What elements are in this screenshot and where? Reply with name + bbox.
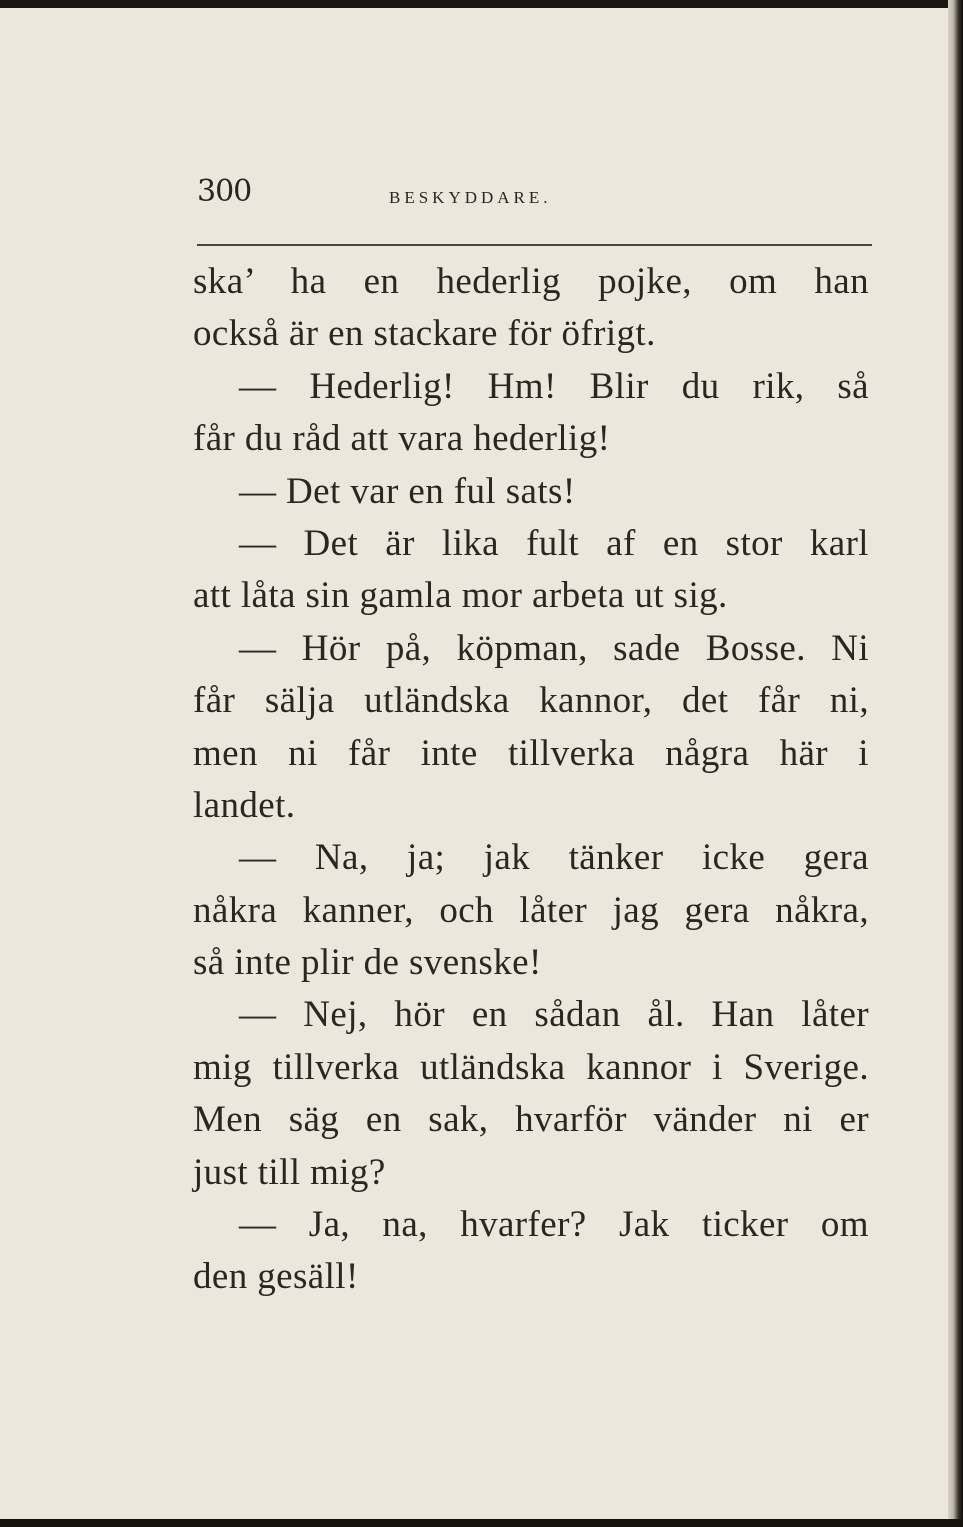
header-rule — [197, 244, 872, 246]
text-line: — Na, ja; jak tänker icke gera — [239, 837, 869, 879]
text-line: också är en stackare för öfrigt. — [193, 313, 656, 355]
text-line: att låta sin gamla mor arbeta ut sig. — [193, 575, 728, 617]
text-line: får du råd att vara hederlig! — [193, 418, 611, 460]
text-line: får sälja utländska kannor, det får ni, — [193, 680, 869, 722]
page-number: 300 — [197, 174, 252, 209]
text-line: landet. — [193, 784, 296, 826]
text-line: — Hör på, köpman, sade Bosse. Ni — [239, 627, 869, 669]
text-line: — Ja, na, hvarfer? Jak ticker om — [239, 1204, 869, 1246]
running-title: BESKYDDARE. — [389, 188, 552, 207]
text-line: — Nej, hör en sådan ål. Han låter — [239, 994, 869, 1036]
book-page — [0, 8, 948, 1520]
page-bottom-edge — [0, 1519, 963, 1527]
text-line: mig tillverka utländska kannor i Sverige. — [193, 1046, 869, 1088]
text-line: Men säg en sak, hvarför vänder ni er — [193, 1099, 869, 1141]
text-line: men ni får inte tillverka några här i — [193, 732, 869, 774]
text-line: — Det är lika fult af en stor karl — [239, 522, 869, 564]
text-line: just till mig? — [193, 1151, 386, 1193]
book-spine-edge — [948, 0, 963, 1527]
body-text — [193, 256, 869, 1304]
text-line: — Hederlig! Hm! Blir du rik, så — [239, 365, 869, 407]
text-line: den gesäll! — [193, 1256, 359, 1298]
text-line: — Det var en ful sats! — [239, 470, 576, 512]
text-line: så inte plir de svenske! — [193, 942, 542, 984]
page-header — [197, 170, 872, 220]
text-line: nåkra kanner, och låter jag gera nåkra, — [193, 889, 869, 931]
text-line: ska’ ha en hederlig pojke, om han — [193, 261, 869, 302]
